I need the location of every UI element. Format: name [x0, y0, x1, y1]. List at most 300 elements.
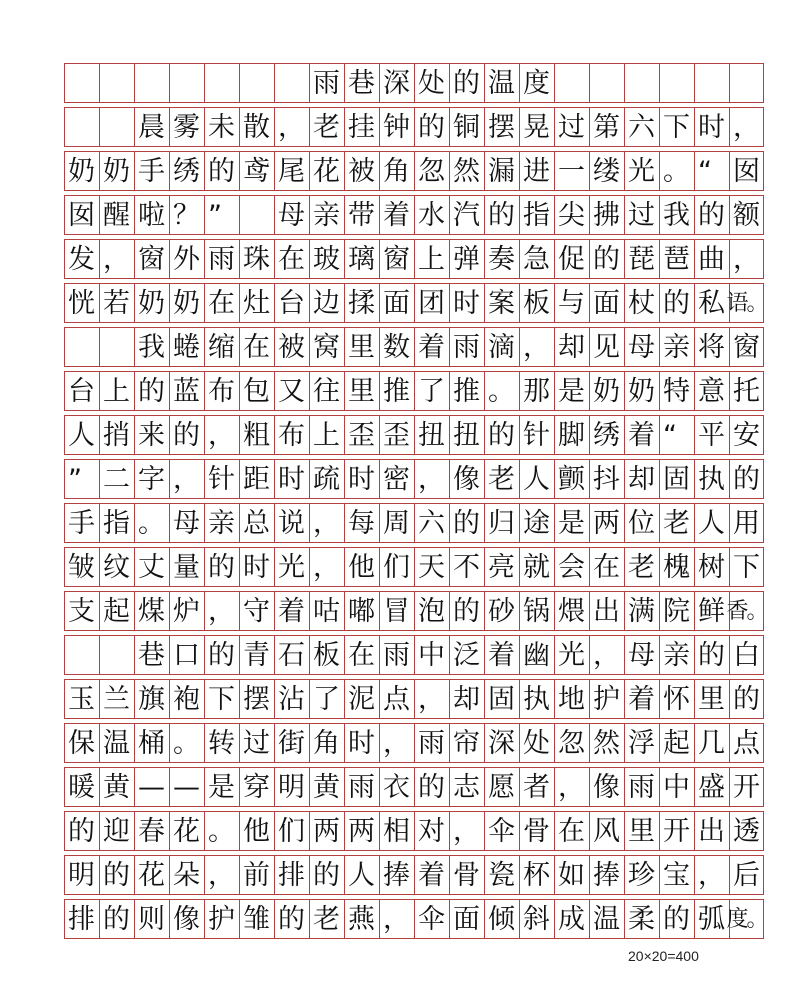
essay-char: 第: [593, 112, 620, 143]
essay-char: 雏: [243, 904, 270, 935]
essay-char: 杖: [628, 288, 655, 319]
essay-char: 皱: [68, 552, 95, 583]
essay-char: 里: [698, 684, 725, 715]
essay-char: ，: [733, 244, 760, 275]
title-row: [64, 64, 764, 103]
essay-char: 的: [103, 860, 130, 891]
essay-char: 伞: [488, 816, 515, 847]
essay-char: 的: [313, 860, 340, 891]
essay-char: 深: [488, 728, 515, 759]
essay-char: 窝: [313, 332, 340, 363]
essay-char: 铜: [453, 112, 480, 143]
essay-char: 像: [173, 904, 200, 935]
essay-char: 志: [453, 772, 480, 803]
essay-char: 时: [348, 728, 375, 759]
essay-char: 则: [138, 904, 165, 935]
essay-char: 槐: [663, 552, 690, 583]
essay-char: 倾: [488, 904, 515, 935]
essay-char: 兰: [103, 684, 130, 715]
essay-char: 两: [348, 816, 375, 847]
essay-char: 时: [453, 288, 480, 319]
essay-char: 着: [418, 860, 445, 891]
essay-char: 泥: [348, 684, 375, 715]
essay-char: 我: [138, 332, 165, 363]
essay-char: 捧: [383, 860, 410, 891]
essay-char: 里: [348, 332, 375, 363]
essay-char: 透: [733, 816, 760, 847]
essay-char: 每: [348, 508, 375, 539]
essay-char: 安: [733, 420, 760, 451]
composition-grid-sheet: [64, 63, 767, 944]
essay-char: 台: [68, 376, 95, 407]
essay-char: 骨: [523, 816, 550, 847]
title-char: 雨: [313, 68, 340, 99]
text-row: [64, 372, 764, 411]
essay-char: 包: [243, 376, 270, 407]
essay-char: 亲: [208, 508, 235, 539]
essay-char: 在: [208, 288, 235, 319]
essay-char: 上: [418, 244, 445, 275]
essay-char: 进: [523, 156, 550, 187]
essay-char: 琵: [628, 244, 655, 275]
essay-char: ”: [68, 464, 82, 495]
essay-char: 明: [68, 860, 95, 891]
essay-char: 像: [453, 464, 480, 495]
text-row: [64, 900, 767, 939]
essay-char: 的: [698, 640, 725, 671]
essay-char: 发: [68, 244, 95, 275]
essay-char: 二: [103, 464, 130, 495]
essay-char: 老: [488, 464, 515, 495]
essay-char: 雨: [383, 640, 410, 671]
essay-char: 后: [733, 860, 760, 891]
essay-char: 窗: [733, 332, 760, 363]
essay-char: 外: [173, 244, 200, 275]
essay-char: 用: [733, 508, 760, 539]
essay-char: ，: [523, 332, 550, 363]
essay-char: 弹: [453, 244, 480, 275]
essay-char: 粗: [243, 420, 270, 451]
essay-char: 。: [173, 728, 200, 759]
essay-char: 板: [523, 288, 550, 319]
essay-char: 尖: [558, 200, 585, 231]
essay-char: 鸢: [243, 156, 270, 187]
text-row: [64, 108, 764, 147]
essay-char: 却: [453, 684, 480, 715]
essay-char: 颤: [558, 464, 585, 495]
essay-char: 雾: [173, 112, 200, 143]
essay-char: 将: [698, 332, 725, 363]
essay-char: 成: [558, 904, 585, 935]
essay-char: “: [698, 156, 712, 187]
essay-char: 归: [488, 508, 515, 539]
essay-char: 水: [418, 200, 445, 231]
essay-char: 醒: [103, 200, 130, 231]
essay-char: 摆: [488, 112, 515, 143]
essay-char: 晃: [523, 112, 550, 143]
essay-char: 春: [138, 816, 165, 847]
essay-char: 冒: [383, 596, 410, 627]
essay-char: 暖: [68, 772, 95, 803]
essay-char: 促: [558, 244, 585, 275]
title-char: 深: [383, 68, 410, 99]
essay-char: 距: [243, 464, 270, 495]
text-row: [64, 768, 764, 807]
text-row: [64, 636, 764, 675]
essay-char: 老: [628, 552, 655, 583]
essay-char: 伞: [418, 904, 445, 935]
essay-char: 青: [243, 640, 270, 671]
essay-char: 相: [383, 816, 410, 847]
essay-char: 下: [663, 112, 690, 143]
essay-char: 树: [698, 552, 725, 583]
essay-char: —: [173, 772, 200, 803]
essay-char: 口: [173, 640, 200, 671]
essay-char: 布: [278, 420, 305, 451]
essay-char: 纹: [103, 552, 130, 583]
essay-char: 托: [733, 376, 760, 407]
text-row: [64, 284, 767, 323]
text-row: [64, 592, 767, 631]
essay-char: 平: [698, 420, 725, 451]
essay-char: 雨: [453, 332, 480, 363]
essay-char: 母: [278, 200, 305, 231]
essay-char: 泡: [418, 596, 445, 627]
essay-char: 总: [243, 508, 270, 539]
essay-char: 花: [313, 156, 340, 187]
essay-char: 那: [523, 376, 550, 407]
essay-char: 却: [558, 332, 585, 363]
essay-char: 揉: [348, 288, 375, 319]
essay-char: 的: [453, 508, 480, 539]
essay-char: ，: [313, 508, 340, 539]
essay-char: [239, 196, 274, 235]
essay-char: 浮: [628, 728, 655, 759]
essay-char: 过: [628, 200, 655, 231]
essay-char: 针: [523, 420, 550, 451]
essay-char: 蓝: [173, 376, 200, 407]
essay-char: 带: [348, 200, 375, 231]
essay-char: 与: [558, 288, 585, 319]
essay-char: 着: [628, 684, 655, 715]
essay-char: 老: [663, 508, 690, 539]
essay-char: 度。: [726, 906, 767, 932]
essay-char: 了: [313, 684, 340, 715]
essay-char: 面: [453, 904, 480, 935]
essay-char: 固: [663, 464, 690, 495]
essay-char: 前: [243, 860, 270, 891]
essay-char: 开: [663, 816, 690, 847]
essay-char: 过: [558, 112, 585, 143]
essay-char: 扭: [453, 420, 480, 451]
essay-char: 来: [138, 420, 165, 451]
essay-char: 街: [278, 728, 305, 759]
essay-char: 奶: [173, 288, 200, 319]
essay-char: 特: [663, 376, 690, 407]
essay-char: 帘: [453, 728, 480, 759]
essay-char: 奶: [68, 156, 95, 187]
essay-char: ？: [173, 200, 200, 231]
essay-char: 然: [593, 728, 620, 759]
essay-char: 六: [628, 112, 655, 143]
text-row: [64, 856, 764, 895]
essay-char: 滴: [488, 332, 515, 363]
essay-char: 人: [523, 464, 550, 495]
essay-char: 执: [698, 464, 725, 495]
essay-char: ，: [208, 860, 235, 891]
essay-char: 固: [488, 684, 515, 715]
essay-char: 温: [103, 728, 130, 759]
essay-char: 者: [523, 772, 550, 803]
essay-char: 一: [558, 156, 585, 187]
essay-char: 的: [663, 288, 690, 319]
essay-char: 排: [68, 904, 95, 935]
text-row: [64, 240, 764, 279]
essay-char: 了: [418, 376, 445, 407]
essay-char: 绣: [593, 420, 620, 451]
essay-char: 团: [418, 288, 445, 319]
essay-char: 排: [278, 860, 305, 891]
essay-char: 守: [243, 596, 270, 627]
text-row: [64, 416, 764, 455]
essay-char: 们: [383, 552, 410, 583]
essay-char: 弧: [698, 904, 725, 935]
essay-char: 鲜: [698, 596, 725, 627]
essay-char: ，: [383, 728, 410, 759]
essay-char: 抖: [593, 464, 620, 495]
essay-char: 风: [593, 816, 620, 847]
essay-char: 在: [558, 816, 585, 847]
essay-char: 奶: [103, 156, 130, 187]
essay-char: 桶: [138, 728, 165, 759]
essay-char: 见: [593, 332, 620, 363]
essay-char: 石: [278, 640, 305, 671]
essay-char: ，: [278, 112, 305, 143]
essay-char: 在: [593, 552, 620, 583]
essay-char: 却: [628, 464, 655, 495]
essay-char: 支: [68, 596, 95, 627]
essay-char: ，: [208, 420, 235, 451]
essay-char: ，: [558, 772, 585, 803]
title-char: 度: [523, 68, 550, 99]
essay-char: 未: [208, 112, 235, 143]
essay-char: 在: [243, 332, 270, 363]
essay-char: 囡: [68, 200, 95, 231]
essay-char: 汽: [453, 200, 480, 231]
essay-char: 绣: [173, 156, 200, 187]
essay-char: 穿: [243, 772, 270, 803]
essay-char: 的: [418, 112, 445, 143]
title-char: 巷: [348, 68, 375, 99]
essay-char: 迎: [103, 816, 130, 847]
essay-char: 上: [313, 420, 340, 451]
essay-char: 着: [418, 332, 445, 363]
essay-char: —: [138, 772, 165, 803]
essay-char: 璃: [348, 244, 375, 275]
essay-char: ，: [313, 552, 340, 583]
essay-char: 捧: [593, 860, 620, 891]
essay-char: 亲: [663, 332, 690, 363]
text-row: [64, 680, 764, 719]
essay-char: 着: [383, 200, 410, 231]
text-row: [64, 152, 764, 191]
essay-char: 丈: [138, 552, 165, 583]
essay-char: 曲: [698, 244, 725, 275]
essay-char: 院: [663, 596, 690, 627]
essay-char: 角: [383, 156, 410, 187]
essay-char: 的: [208, 640, 235, 671]
essay-char: 炉: [173, 596, 200, 627]
essay-char: 像: [593, 772, 620, 803]
essay-char: 雨: [418, 728, 445, 759]
text-row: [64, 196, 764, 235]
essay-char: 在: [278, 244, 305, 275]
essay-char: 字: [138, 464, 165, 495]
essay-char: 晨: [138, 112, 165, 143]
essay-char: 缕: [593, 156, 620, 187]
essay-char: 奏: [488, 244, 515, 275]
essay-char: 是: [558, 508, 585, 539]
essay-char: 嘟: [348, 596, 375, 627]
essay-char: 亲: [663, 640, 690, 671]
essay-char: 是: [208, 772, 235, 803]
title-char: 温: [488, 68, 515, 99]
essay-char: 过: [243, 728, 270, 759]
essay-char: 黄: [313, 772, 340, 803]
essay-char: 着: [278, 596, 305, 627]
essay-char: 若: [103, 288, 130, 319]
essay-char: 案: [488, 288, 515, 319]
essay-char: 手: [138, 156, 165, 187]
essay-char: 亲: [313, 200, 340, 231]
essay-char: 护: [593, 684, 620, 715]
essay-char: ，: [418, 684, 445, 715]
essay-char: 密: [383, 464, 410, 495]
essay-char: 就: [523, 552, 550, 583]
essay-char: 的: [453, 596, 480, 627]
essay-char: 边: [313, 288, 340, 319]
essay-char: 沾: [278, 684, 305, 715]
essay-char: 的: [208, 552, 235, 583]
essay-char: 奶: [628, 376, 655, 407]
essay-char: 疏: [313, 464, 340, 495]
essay-char: 两: [593, 508, 620, 539]
essay-char: 黄: [103, 772, 130, 803]
essay-char: 人: [348, 860, 375, 891]
essay-char: 窗: [138, 244, 165, 275]
essay-char: 里: [628, 816, 655, 847]
essay-char: 出: [698, 816, 725, 847]
essay-char: 囡: [733, 156, 760, 187]
essay-char: ”: [208, 200, 222, 231]
essay-char: 板: [313, 640, 340, 671]
essay-char: 骨: [453, 860, 480, 891]
essay-char: 保: [68, 728, 95, 759]
essay-char: 处: [523, 728, 550, 759]
essay-char: 玉: [68, 684, 95, 715]
essay-char: 的: [488, 200, 515, 231]
essay-char: 柔: [628, 904, 655, 935]
essay-char: 光: [278, 552, 305, 583]
essay-char: 周: [383, 508, 410, 539]
essay-char: ，: [173, 464, 200, 495]
essay-char: 被: [278, 332, 305, 363]
essay-char: 砂: [488, 596, 515, 627]
essay-char: ，: [418, 464, 445, 495]
essay-char: 人: [698, 508, 725, 539]
essay-char: 拂: [593, 200, 620, 231]
essay-char: 在: [348, 640, 375, 671]
essay-char: 挂: [348, 112, 375, 143]
essay-char: 。: [663, 156, 690, 187]
essay-char: 钟: [383, 112, 410, 143]
essay-char: 忽: [558, 728, 585, 759]
essay-char: ，: [208, 596, 235, 627]
title-char: 处: [418, 68, 445, 99]
essay-char: 玻: [313, 244, 340, 275]
essay-char: 尾: [278, 156, 305, 187]
essay-char: 灶: [243, 288, 270, 319]
essay-char: 珠: [243, 244, 270, 275]
essay-char: 珍: [628, 860, 655, 891]
essay-char: 然: [453, 156, 480, 187]
essay-char: ，: [453, 816, 480, 847]
essay-char: 如: [558, 860, 585, 891]
essay-char: 额: [733, 200, 760, 231]
essay-char: 煨: [558, 596, 585, 627]
essay-char: 扭: [418, 420, 445, 451]
essay-char: 。: [138, 508, 165, 539]
essay-char: 袍: [173, 684, 200, 715]
essay-char: 着: [628, 420, 655, 451]
essay-char: 雨: [348, 772, 375, 803]
essay-char: 的: [418, 772, 445, 803]
essay-char: 的: [138, 376, 165, 407]
essay-char: 宝: [663, 860, 690, 891]
essay-char: 幽: [523, 640, 550, 671]
essay-char: 雨: [628, 772, 655, 803]
essay-char: 的: [68, 816, 95, 847]
essay-char: 两: [313, 816, 340, 847]
essay-char: 的: [733, 464, 760, 495]
essay-char: 母: [628, 332, 655, 363]
essay-char: 面: [383, 288, 410, 319]
essay-char: 布: [208, 376, 235, 407]
essay-char: 说: [278, 508, 305, 539]
essay-char: 白: [733, 640, 760, 671]
essay-char: 忽: [418, 156, 445, 187]
essay-char: 锅: [523, 596, 550, 627]
essay-char: 缩: [208, 332, 235, 363]
essay-char: 我: [663, 200, 690, 231]
essay-char: 私: [698, 288, 725, 319]
essay-char: 的: [278, 904, 305, 935]
text-row: [64, 548, 764, 587]
essay-char: 斜: [523, 904, 550, 935]
essay-char: 散: [243, 112, 270, 143]
essay-char: 点: [383, 684, 410, 715]
essay-char: 的: [208, 156, 235, 187]
essay-char: 下: [733, 552, 760, 583]
essay-char: 恍: [68, 288, 95, 319]
essay-char: 。: [488, 376, 515, 407]
essay-char: 量: [173, 552, 200, 583]
essay-char: 。: [208, 816, 235, 847]
essay-char: 杯: [523, 860, 550, 891]
essay-char: ，: [593, 640, 620, 671]
essay-char: 面: [593, 288, 620, 319]
essay-char: 转: [208, 728, 235, 759]
